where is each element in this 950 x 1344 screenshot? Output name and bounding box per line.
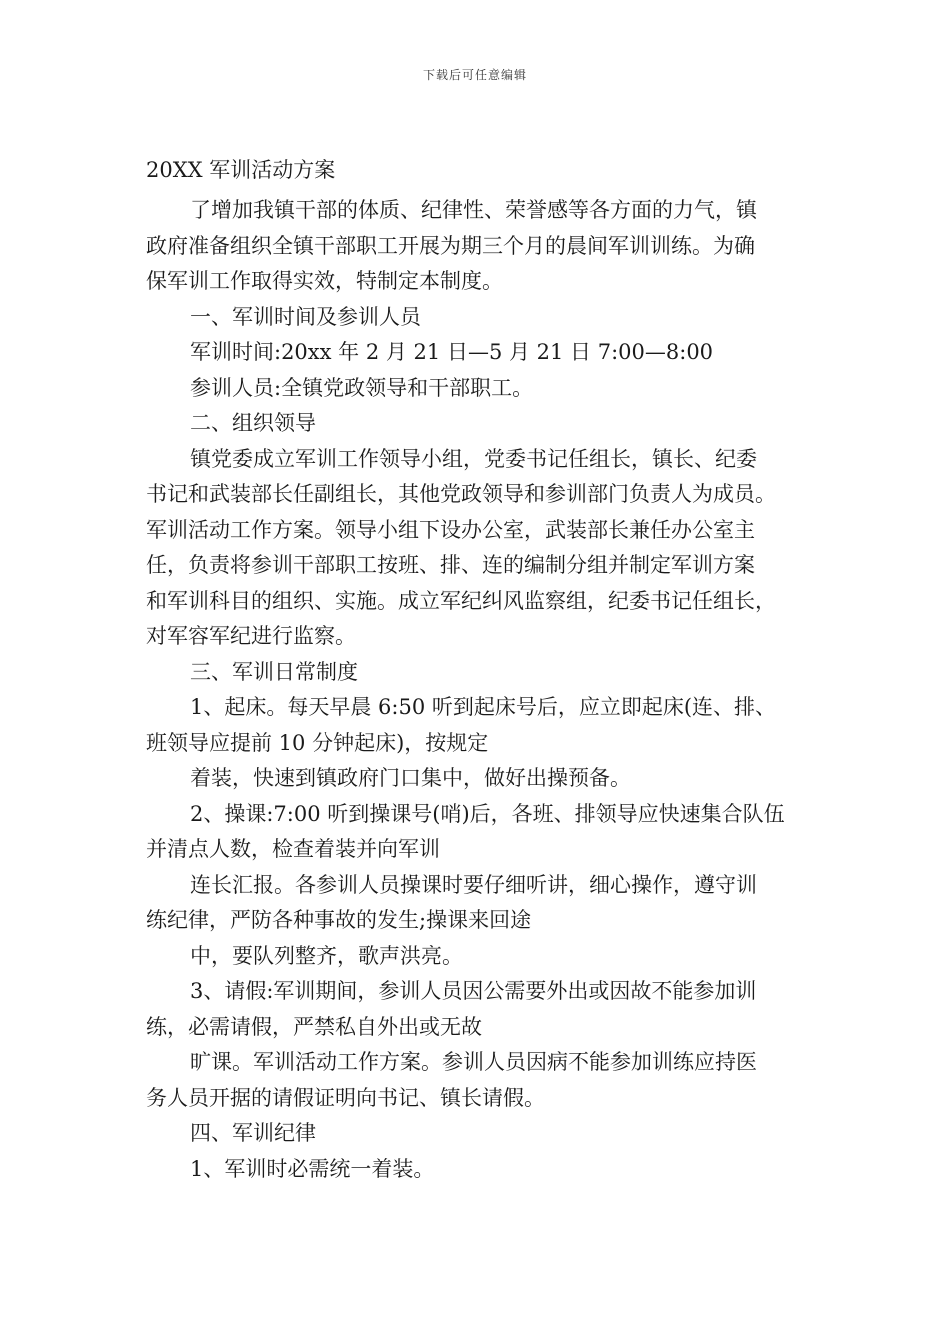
text-line: 二、组织领导 xyxy=(190,411,316,435)
document-title: 20XX 军训活动方案 xyxy=(146,158,336,182)
text-line: 2、操课:7:00 听到操课号(哨)后，各班、排领导应快速集合队伍 xyxy=(190,801,785,826)
text-line: 1、军训时必需统一着装。 xyxy=(190,1156,435,1181)
document-body xyxy=(146,153,826,1187)
text-line: 军训时间:20xx 年 2 月 21 日—5 月 21 日 7:00—8:00 xyxy=(190,340,714,364)
text-line: 参训人员:全镇党政领导和干部职工。 xyxy=(190,375,534,400)
text-line: 对军容军纪进行监察。 xyxy=(146,624,356,648)
text-line: 任，负责将参训干部职工按班、排、连的编制分组并制定军训方案 xyxy=(146,553,755,577)
text-line: 旷课。军训活动工作方案。参训人员因病不能参加训练应持医 xyxy=(190,1050,757,1074)
document-lines xyxy=(146,193,826,1187)
text-line: 军训活动工作方案。领导小组下设办公室，武装部长兼任办公室主 xyxy=(146,517,755,542)
text-line: 练，必需请假，严禁私自外出或无故 xyxy=(146,1014,482,1039)
text-line: 一、军训时间及参训人员 xyxy=(190,304,421,329)
text-line: 连长汇报。各参训人员操课时要仔细听讲，细心操作，遵守训 xyxy=(190,872,757,897)
text-line: 三、军训日常制度 xyxy=(190,659,358,684)
text-line: 和军训科目的组织、实施。成立军纪纠风监察组，纪委书记任组长， xyxy=(146,588,776,613)
text-line: 务人员开据的请假证明向书记、镇长请假。 xyxy=(146,1085,545,1110)
text-line: 练纪律，严防各种事故的发生;操课来回途 xyxy=(146,908,532,932)
text-line: 了增加我镇干部的体质、纪律性、荣誉感等各方面的力气，镇 xyxy=(190,198,757,222)
text-line: 1、起床。每天早晨 6:50 听到起床号后，应立即起床(连、排、 xyxy=(190,695,777,719)
text-line: 并清点人数，检查着装并向军训 xyxy=(146,837,440,861)
text-line: 四、军训纪律 xyxy=(190,1121,316,1145)
text-line: 保军训工作取得实效，特制定本制度。 xyxy=(146,269,503,293)
header-note: 下载后可任意编辑 xyxy=(422,68,527,82)
text-line: 中，要队列整齐，歌声洪亮。 xyxy=(190,943,463,968)
text-line: 3、请假:军训期间，参训人员因公需要外出或因故不能参加训 xyxy=(190,979,757,1003)
text-line: 政府准备组织全镇干部职工开展为期三个月的晨间军训训练。为确 xyxy=(146,233,755,258)
text-line: 着装，快速到镇政府门口集中，做好出操预备。 xyxy=(190,766,631,790)
text-line: 班领导应提前 10 分钟起床)，按规定 xyxy=(146,730,489,755)
text-line: 镇党委成立军训工作领导小组，党委书记任组长，镇长、纪委 xyxy=(190,446,757,471)
text-line: 书记和武装部长任副组长，其他党政领导和参训部门负责人为成员。 xyxy=(146,482,776,506)
